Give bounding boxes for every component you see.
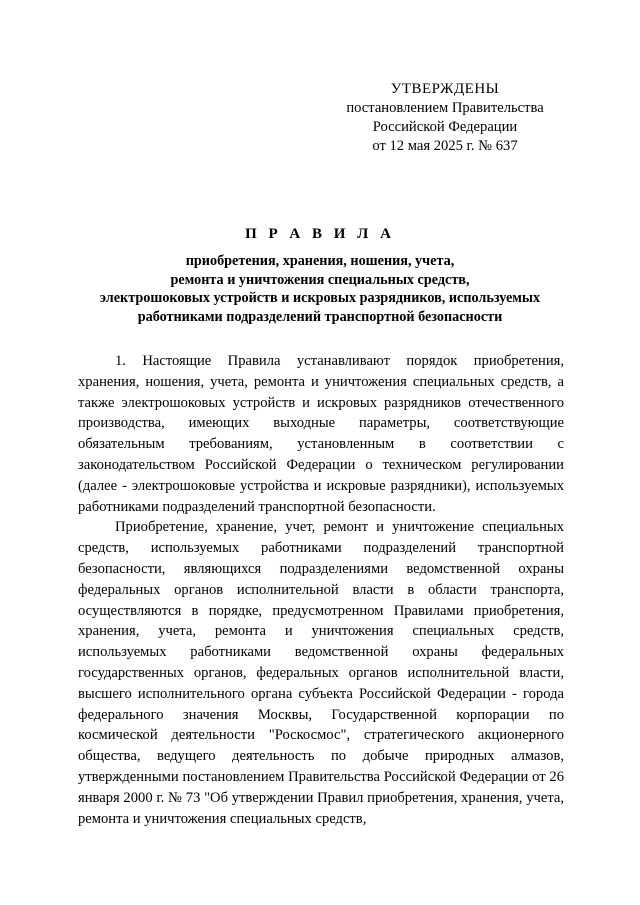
approval-line-1: постановлением Правительства xyxy=(346,100,544,116)
paragraph-1: 1. Настоящие Правила устанавливают порядок приобретения, хранения, ношения, учета, ремонта и уничтожения специальных средств, а также электрошоковых устройств и искровых разрядников отечественного производства, имеющих выходные параметры, соответствующие обязательным требованиям, установленным в соответствии с законодательством Российской Федерации о техническом регулировании (далее - электрошоковые устройства и искровые разрядники), используемых работниками подразделений транспортной безопасности. xyxy=(78,353,564,515)
subtitle-line-1: приобретения, хранения, ношения, учета, xyxy=(185,253,455,269)
subtitle-line-2: ремонта и уничтожения специальных средств, xyxy=(170,271,470,288)
approval-stamp xyxy=(330,80,560,156)
subtitle-line-4: работниками подразделений транспортной безопасности xyxy=(137,308,503,325)
approval-line-2: Российской Федерации xyxy=(372,119,518,135)
approval-line-3: от 12 мая 2025 г. № 637 xyxy=(372,138,518,154)
document-title: П Р А В И Л А xyxy=(245,226,395,242)
document-body xyxy=(78,351,564,829)
document-subtitle xyxy=(60,252,580,326)
subtitle-line-3: электрошоковых устройств и искровых разрядников, используемых xyxy=(99,290,541,306)
paragraph-2: Приобретение, хранение, учет, ремонт и уничтожение специальных средств, используемых работниками подразделений транспортной безопасности, являющихся подразделениями ведомственной охраны федеральных органов исполнительной власти в области транспорта, осуществляются в порядке, предусмотренном Правилами приобретения, хранения, учета, ремонта и уничтожения специальных средств, используемых работниками ведомственной охраны федеральных государственных органов, федеральных органов исполнительной власти, высшего исполнительного органа субъекта Российской Федерации - города федерального значения Москвы, Государственной корпорации по космической деятельности "Роскосмос", стратегического акционерного общества, ведущего деятельность по добыче природных алмазов, утвержденными постановлением Правительства Российской Федерации от 26 января 2000 г. № 73 "Об утверждении Правил приобретения, хранения, учета, ремонта и уничтожения специальных средств, xyxy=(78,519,564,827)
approved-heading: УТВЕРЖДЕНЫ xyxy=(390,81,500,97)
